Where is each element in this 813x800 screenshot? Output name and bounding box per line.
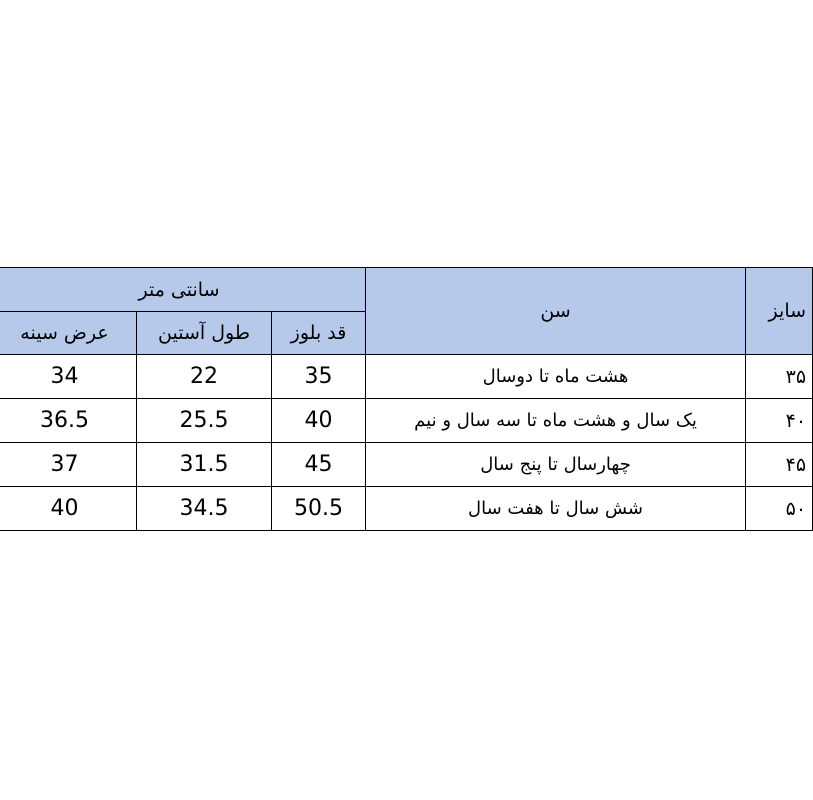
size-cell: ۴۵ xyxy=(746,443,813,487)
chest-width-cell: 40 xyxy=(0,487,137,531)
sleeve-length-cell: 22 xyxy=(137,355,272,399)
age-column-header: سن xyxy=(366,268,746,355)
blouse-length-cell: 50.5 xyxy=(272,487,366,531)
table-row xyxy=(0,355,813,399)
age-cell: هشت ماه تا دوسال xyxy=(366,355,746,399)
sleeve-length-cell: 25.5 xyxy=(137,399,272,443)
blouse-length-cell: 35 xyxy=(272,355,366,399)
size-table xyxy=(0,267,813,531)
blouse-length-column-header: قد بلوز xyxy=(272,312,366,355)
size-column-header: سایز xyxy=(746,268,813,355)
chest-width-cell: 36.5 xyxy=(0,399,137,443)
chest-width-cell: 37 xyxy=(0,443,137,487)
table-row xyxy=(0,443,813,487)
size-chart xyxy=(0,267,807,534)
centimeter-group-header: سانتی متر xyxy=(0,268,366,312)
age-cell: یک سال و هشت ماه تا سه سال و نیم xyxy=(366,399,746,443)
chest-width-column-header: عرض سینه xyxy=(0,312,137,355)
header-row-top xyxy=(0,268,813,312)
size-cell: ۳۵ xyxy=(746,355,813,399)
age-cell: چهارسال تا پنج سال xyxy=(366,443,746,487)
size-cell: ۵۰ xyxy=(746,487,813,531)
sleeve-length-cell: 34.5 xyxy=(137,487,272,531)
age-cell: شش سال تا هفت سال xyxy=(366,487,746,531)
blouse-length-cell: 40 xyxy=(272,399,366,443)
table-row xyxy=(0,487,813,531)
size-cell: ۴۰ xyxy=(746,399,813,443)
blouse-length-cell: 45 xyxy=(272,443,366,487)
chest-width-cell: 34 xyxy=(0,355,137,399)
sleeve-length-cell: 31.5 xyxy=(137,443,272,487)
table-row xyxy=(0,399,813,443)
sleeve-length-column-header: طول آستین xyxy=(137,312,272,355)
